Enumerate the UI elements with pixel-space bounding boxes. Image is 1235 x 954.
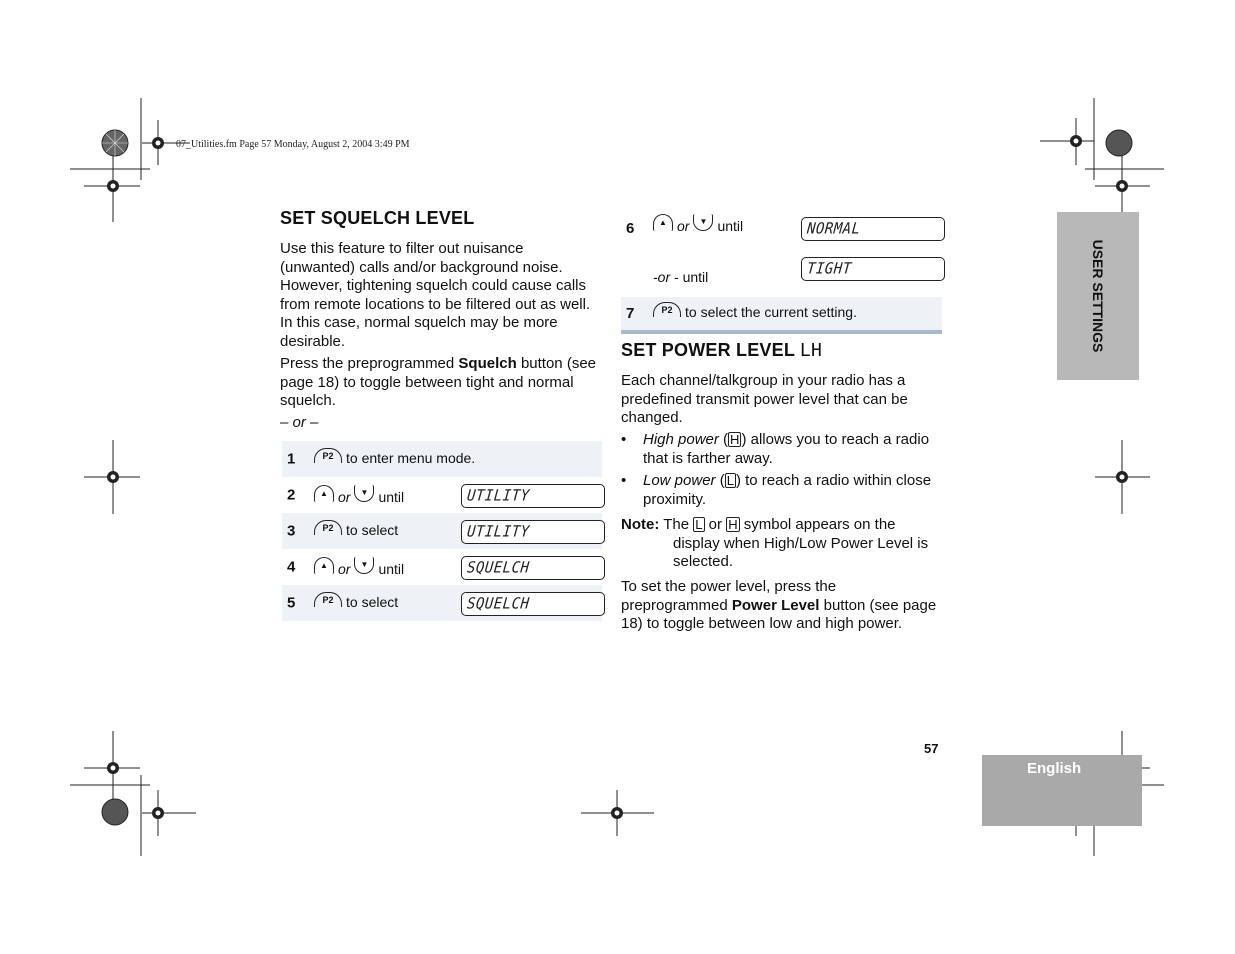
section-rule xyxy=(621,330,942,334)
english-label: English xyxy=(1027,760,1082,777)
lcd-display: UTILITY xyxy=(461,520,605,544)
step-text: until xyxy=(378,489,405,505)
squelch-title: SET SQUELCH LEVEL xyxy=(280,208,475,228)
file-header-line: 07_Utilities.fm Page 57 Monday, August 2, 2004 3:49 PM xyxy=(176,139,410,150)
lcd-display: SQUELCH xyxy=(461,592,605,616)
step-number: 2 xyxy=(287,486,296,504)
up-arrow-button-icon: ▲ xyxy=(314,557,334,574)
step-text: until xyxy=(717,218,744,234)
or-separator: – or – xyxy=(280,414,319,431)
or-until-text: -or - until xyxy=(653,269,709,285)
lcd-display-tight: TIGHT xyxy=(801,257,945,281)
down-arrow-button-icon: ▼ xyxy=(354,557,374,574)
step-row-6 xyxy=(621,210,942,296)
lcd-display-normal: NORMAL xyxy=(801,217,945,241)
bullet-high-power: • High power ( H ) allows you to reach a radio that is farther away. xyxy=(621,431,930,467)
step-number: 3 xyxy=(287,522,296,540)
note-block: Note: The L or H symbol appears on the display when High/Low Power Level is selected. xyxy=(621,516,929,571)
low-power-icon: L xyxy=(695,517,703,532)
step-number: 7 xyxy=(626,305,635,322)
step-text: to select the current setting. xyxy=(685,304,857,320)
or-word: or xyxy=(338,561,351,577)
lcd-display: UTILITY xyxy=(461,484,605,508)
p2-button-icon: P2 xyxy=(314,520,342,535)
squelch-intro: Use this feature to filter out nuisance (unwanted) calls and/or background noise. However, tightening squelch could cause calls from remote locations to be filtered out as well. In this case, normal squelch may be more desirable. xyxy=(280,240,591,350)
step-number: 1 xyxy=(287,450,296,468)
user-settings-tab xyxy=(1057,212,1139,380)
squelch-steps-table xyxy=(282,441,602,621)
step-text: until xyxy=(378,561,405,577)
bullet-low-power: • Low power ( L ) to reach a radio within close proximity. xyxy=(621,472,932,508)
step-text: to select xyxy=(346,594,399,610)
step-text: to select xyxy=(346,522,399,538)
squelch-press-para: Press the preprogrammed Squelch button (see page 18) to toggle between tight and normal squelch. xyxy=(280,355,596,410)
step-number: 6 xyxy=(626,220,635,237)
step-row-2 xyxy=(282,477,602,513)
power-intro: Each channel/talkgroup in your radio has a predefined transmit power level that can be changed. xyxy=(621,372,908,427)
step-row-5 xyxy=(282,585,602,621)
or-word: or xyxy=(677,218,690,234)
step-number: 4 xyxy=(287,558,296,576)
power-title: SET POWER LEVEL LH xyxy=(621,340,822,361)
down-arrow-button-icon: ▼ xyxy=(693,214,713,231)
p2-button-icon: P2 xyxy=(314,592,342,607)
page-number: 57 xyxy=(924,741,939,756)
power-press-para: To set the power level, press the preprogrammed Power Level button (see page 18) to toggle between low and high power. xyxy=(621,578,937,633)
step-row-1 xyxy=(282,441,602,477)
step-text: to enter menu mode. xyxy=(346,450,476,466)
step-number: 5 xyxy=(287,594,296,612)
p2-button-icon: P2 xyxy=(314,448,342,463)
low-power-icon: L xyxy=(726,473,734,488)
step-row-4 xyxy=(282,549,602,585)
user-settings-label: USER SETTINGS xyxy=(1090,239,1106,353)
down-arrow-button-icon: ▼ xyxy=(354,485,374,502)
or-word: or xyxy=(338,489,351,505)
step-row-3 xyxy=(282,513,602,549)
high-power-icon: H xyxy=(728,517,738,532)
lcd-display: SQUELCH xyxy=(461,556,605,580)
p2-button-icon: P2 xyxy=(653,302,681,317)
up-arrow-button-icon: ▲ xyxy=(314,485,334,502)
step-row-7 xyxy=(621,297,942,330)
lh-power-icon: LH xyxy=(799,340,822,361)
up-arrow-button-icon: ▲ xyxy=(653,214,673,231)
english-tab xyxy=(982,755,1142,826)
high-power-icon: H xyxy=(730,432,740,447)
